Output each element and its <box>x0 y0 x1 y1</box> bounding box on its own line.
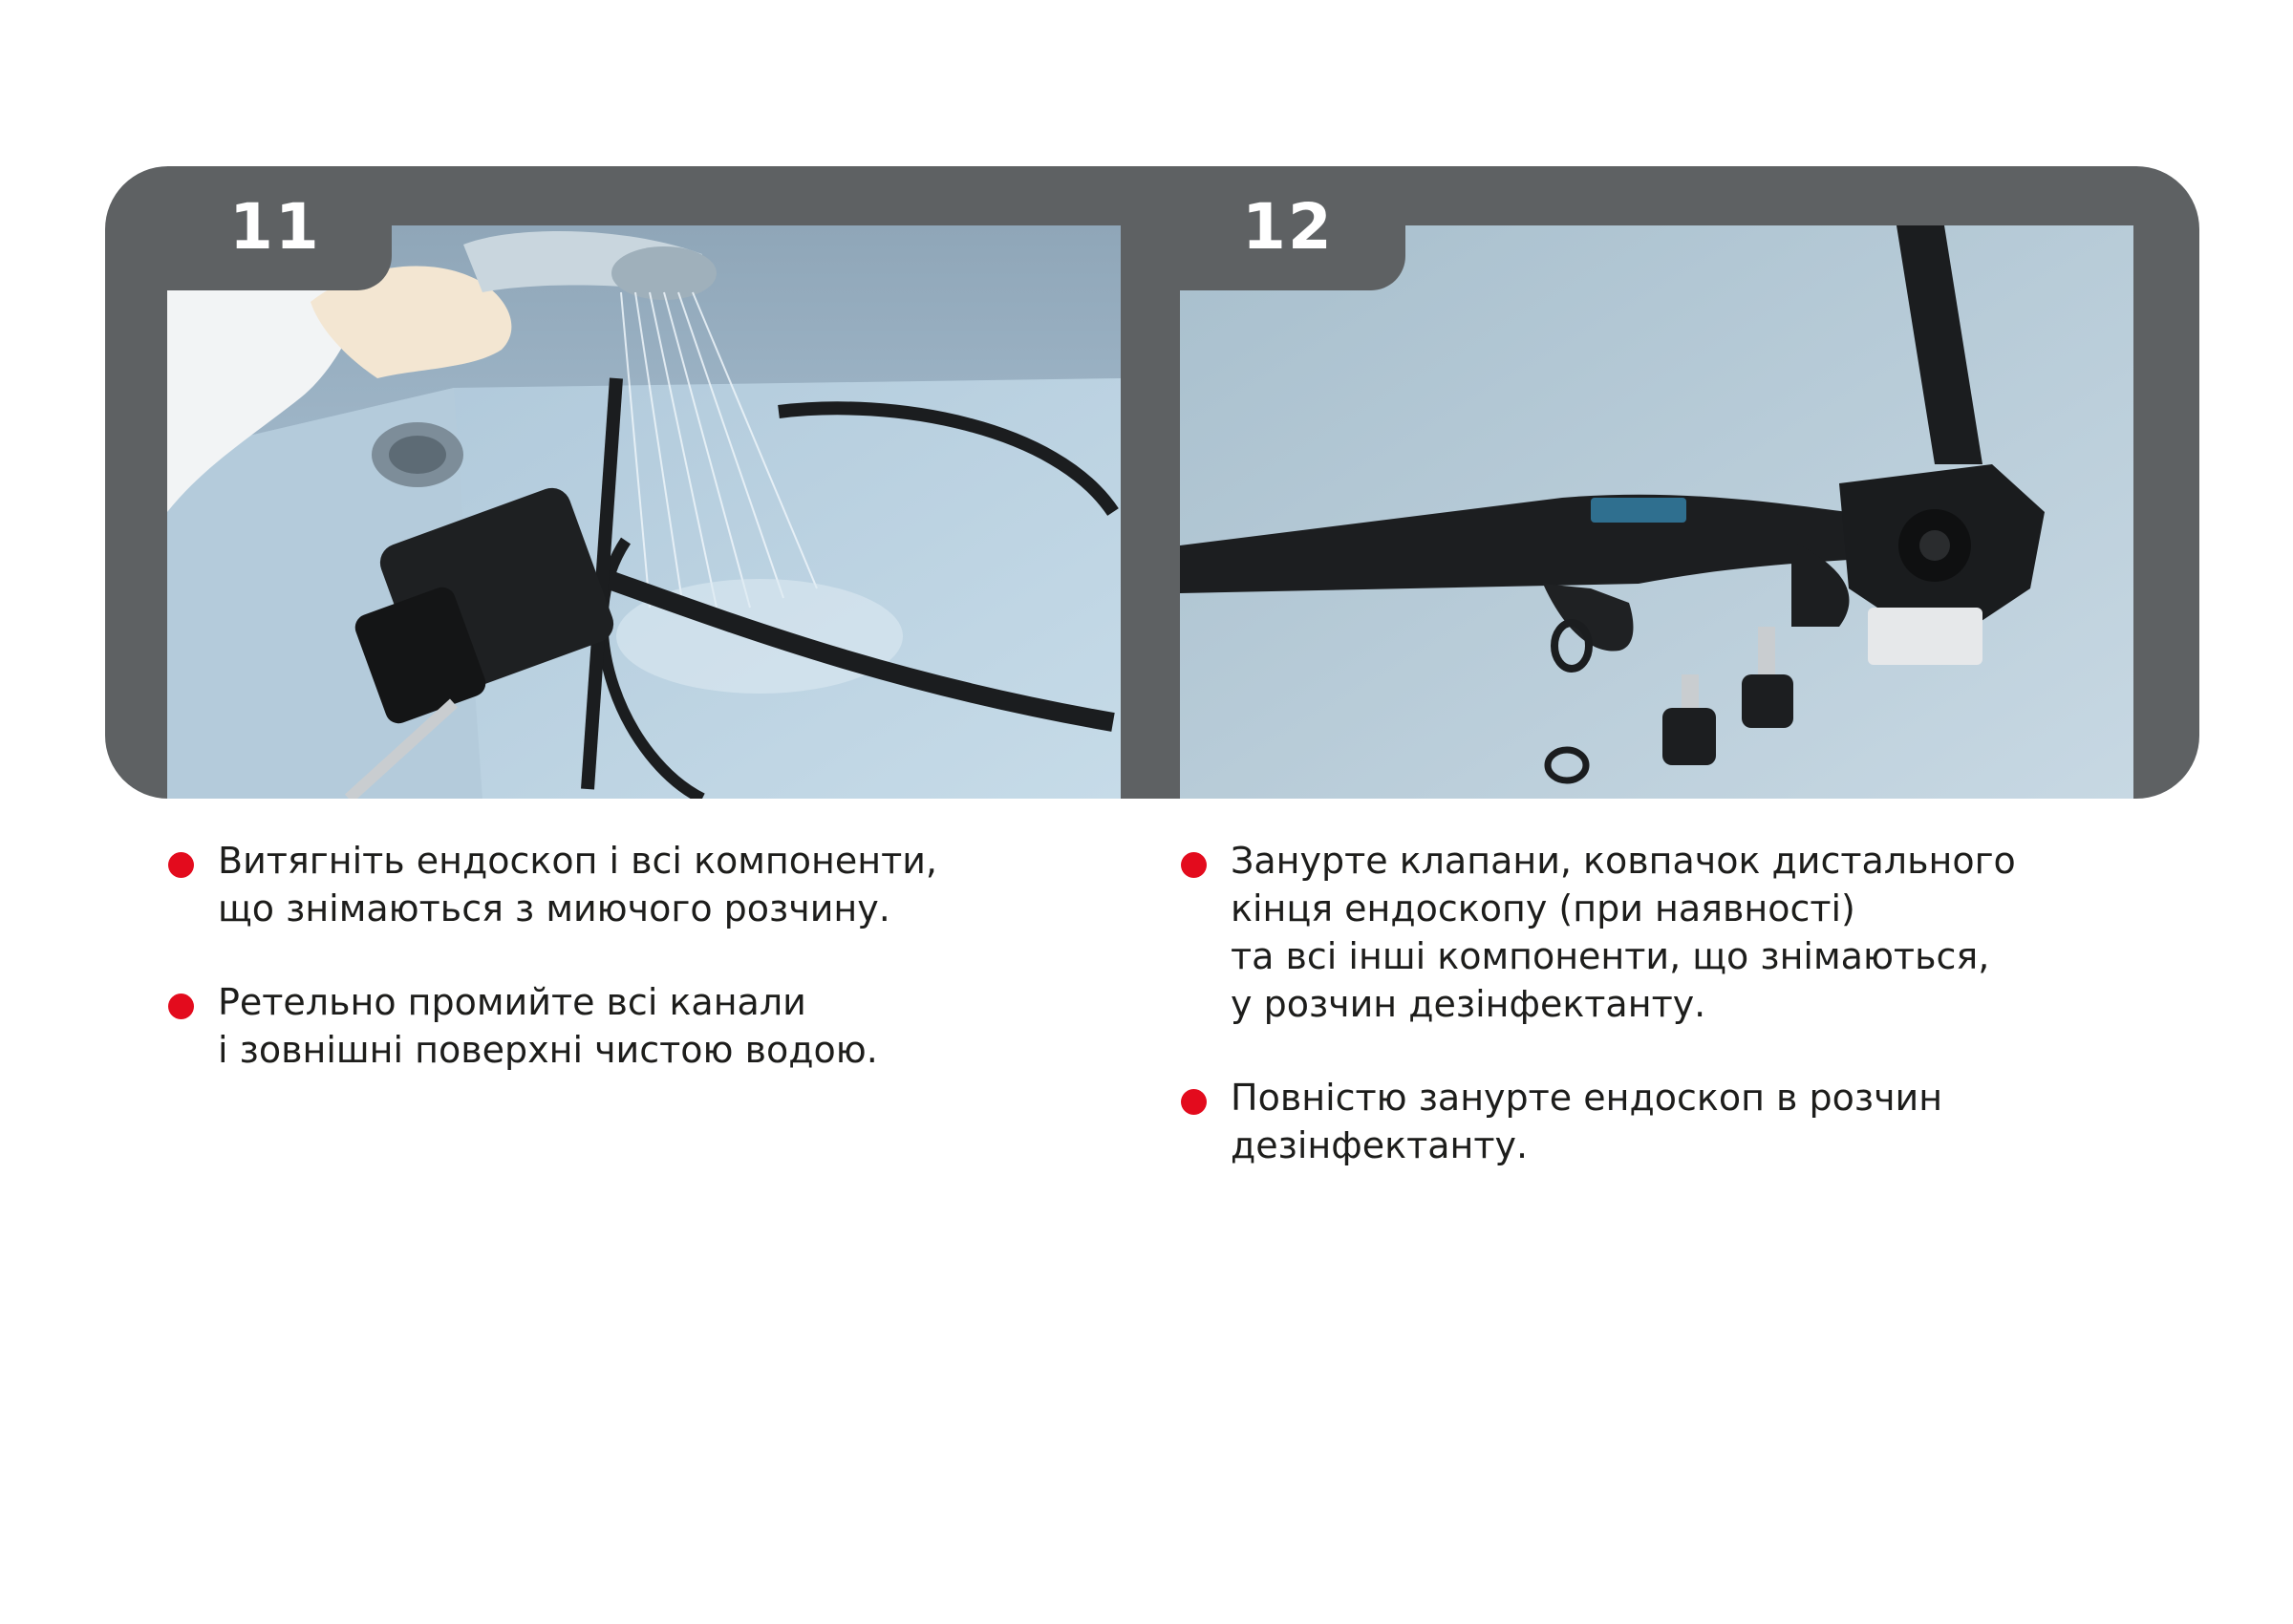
instruction-bullet <box>1181 1074 2089 1169</box>
bullet-dot-icon <box>1181 852 1207 878</box>
sink-rinse-illustration <box>167 225 1121 799</box>
step-12-photo <box>1180 225 2133 799</box>
bullet-dot-icon <box>168 852 194 878</box>
instruction-text: Ретельно промийте всі канали і зовнішні поверхні чистою водою. <box>218 981 878 1071</box>
step-12-instructions <box>1181 837 2089 1215</box>
step-12-number: 12 <box>1242 190 1334 264</box>
instruction-text: Повністю занурте ендоскоп в розчин дезінфектанту. <box>1231 1077 1943 1166</box>
step-11-instructions <box>168 837 1076 1120</box>
step-11-number: 11 <box>229 190 321 264</box>
step-11-photo <box>167 225 1121 799</box>
instruction-bullet <box>1181 837 2089 1028</box>
bullet-dot-icon <box>1181 1089 1207 1115</box>
instruction-text: Занурте клапани, ковпачок дистального кінця ендоскопу (при наявності) та всі інші компоненти, що знімаються, у розчин дезінфектанту. <box>1231 840 2016 1025</box>
endoscope-components-illustration <box>1180 225 2133 799</box>
instruction-bullet <box>168 837 1076 932</box>
instruction-bullet <box>168 978 1076 1074</box>
bullet-dot-icon <box>168 994 194 1019</box>
instruction-text: Витягніть ендоскоп і всі компоненти, що знімаються з миючого розчину. <box>218 840 938 930</box>
